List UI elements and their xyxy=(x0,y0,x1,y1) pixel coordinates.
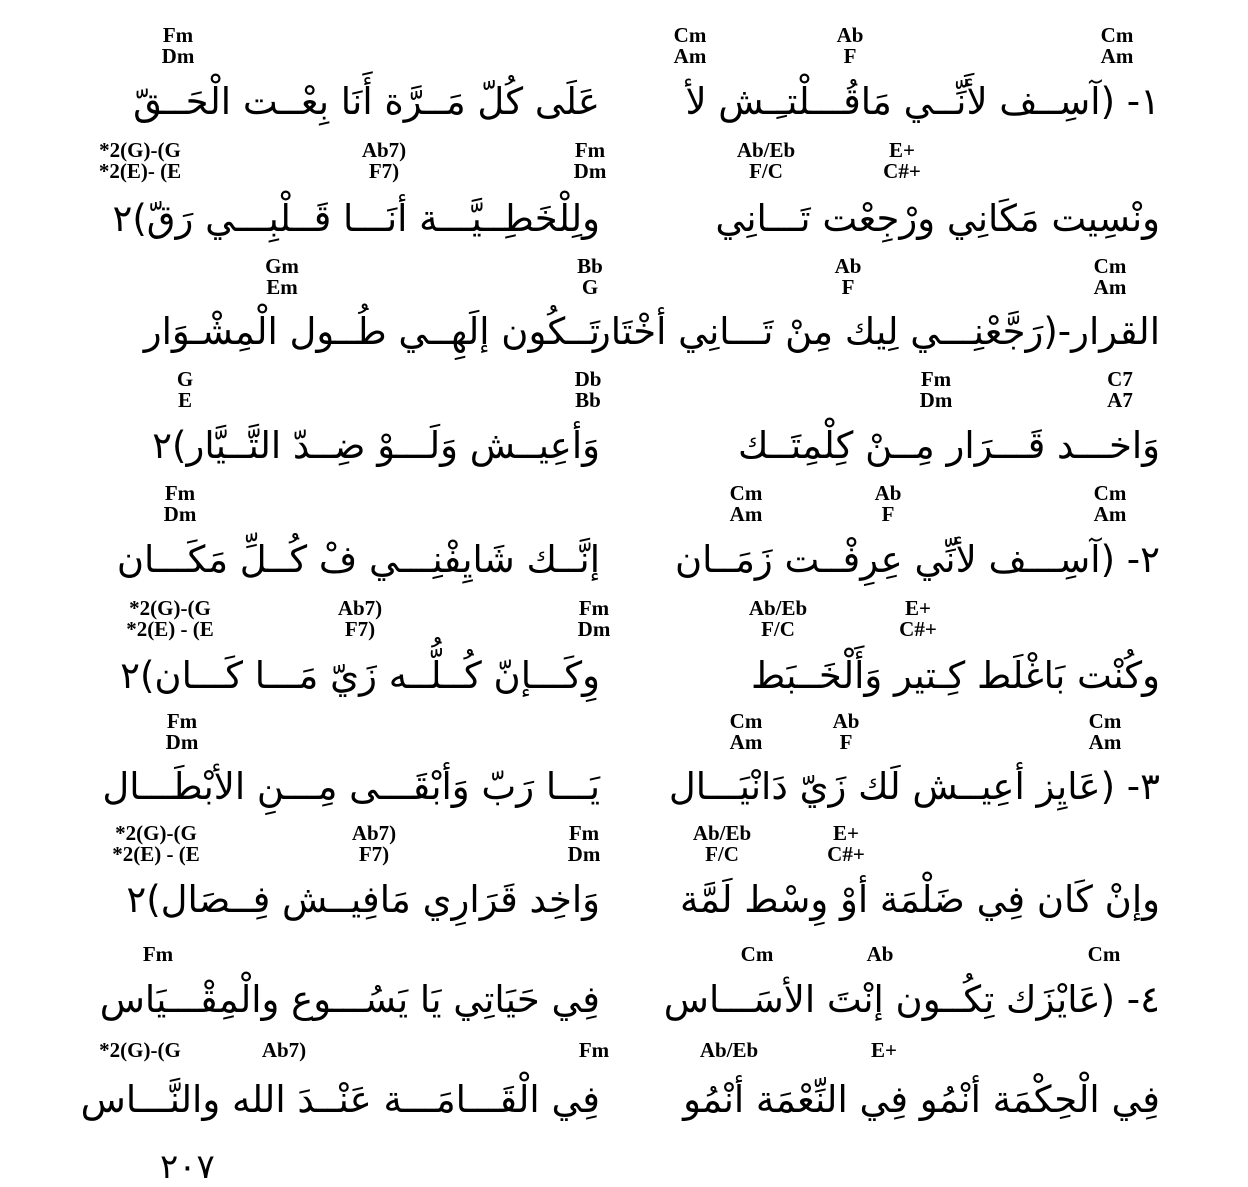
chord-label: Ab F xyxy=(832,709,860,754)
lyric-line-left: ولِلْخَطِــيَّـــة أنَـــا قَــلْبِـــي رَقّ)٢ xyxy=(112,197,600,240)
chord-label: Cm Am xyxy=(729,709,763,754)
lyric-line-right: وكُنْت بَاغْلَط كِـتير وَأَلْخَــبَط xyxy=(750,654,1160,697)
lyric-line-right: ١- (آسِــف لأَنِّــي مَاقُـــلْتـِـش لأ xyxy=(685,80,1160,123)
chord-label: *2(G)-(G xyxy=(99,1038,181,1062)
chord-label: Ab/Eb F/C xyxy=(736,138,796,183)
chord-label: Db Bb xyxy=(574,367,602,412)
lyric-line-left: تَــكُون إلَهِــي طُــول الْمِشْـوَار xyxy=(143,310,600,353)
lyric-line-left: وِكَـــإنّ كُــلُّــه زَيّ مَـــا كَـــان)٢ xyxy=(120,654,600,697)
chord-label: Fm Dm xyxy=(573,138,607,183)
chord-label: Fm xyxy=(142,942,174,966)
chord-label: Ab xyxy=(866,942,894,966)
lyric-line-right: ونْسِيت مَكَانِي ورْجِعْت تَـــانِي xyxy=(715,197,1160,240)
chord-label: Ab7) xyxy=(261,1038,307,1062)
chord-label: Cm Am xyxy=(1093,254,1127,299)
chord-label: E+ C#+ xyxy=(899,596,937,641)
lyric-line-left: فِي الْقَـــامَـــة عَنْــدَ الله والنَّـــاس xyxy=(80,1078,600,1121)
chord-label: Ab F xyxy=(836,23,864,68)
chord-label: Fm Dm xyxy=(919,367,953,412)
chord-label: Fm Dm xyxy=(577,596,611,641)
lyric-line-right: ٣- (عَايِز أعِيــش لَك زَيّ دَانْيَـــال xyxy=(668,765,1160,808)
lyric-line-left: فِي حَيَاتِي يَا يَسُـــوع والْمِقْـــيَاس xyxy=(99,978,600,1021)
chord-label: Ab7) F7) xyxy=(337,596,383,641)
chord-label: Cm Am xyxy=(1088,709,1122,754)
chord-label: Ab F xyxy=(834,254,862,299)
page-number: ٢٠٧ xyxy=(160,1147,215,1187)
lyric-line-right: وإنْ كَان فِي ضَلْمَة أوْ وِسْط لَمَّة xyxy=(679,878,1160,921)
chord-label: Cm Am xyxy=(1093,481,1127,526)
chord-label: Fm Dm xyxy=(163,481,197,526)
lyric-line-right: ٢- (آسِـــف لأنِّي عِرِفْــت زَمَــان xyxy=(674,538,1160,581)
lyric-line-right: فِي الْحِكْمَة أنْمُو فِي النِّعْمَة أنْمُو xyxy=(683,1078,1160,1121)
chord-label: Ab7) F7) xyxy=(351,821,397,866)
chord-label: E+ C#+ xyxy=(883,138,921,183)
lyric-line-right: وَاخـــد قَـــرَار مِــنْ كِلْمِتَــك xyxy=(738,424,1160,467)
chord-label: C7 A7 xyxy=(1107,367,1133,412)
chord-label: Fm xyxy=(578,1038,610,1062)
lyric-line-left: يَـــا رَبّ وَأبْقَـــى مِـــنِ الأبْطَـــال xyxy=(102,765,600,808)
chord-label: *2(G)-(G *2(E)- (E xyxy=(98,138,182,183)
chord-label: *2(G)-(G *2(E) - (E xyxy=(126,596,214,641)
chord-label: Ab/Eb xyxy=(699,1038,759,1062)
chord-label: *2(G)-(G *2(E) - (E xyxy=(112,821,200,866)
chord-label: Cm Am xyxy=(1100,23,1134,68)
chord-label: Ab7) F7) xyxy=(361,138,407,183)
lyric-line-right: القرار-(رَجَّعْنِـــي لِيك مِنْ تَـــانِي أخْتَار xyxy=(592,310,1160,353)
chord-label: Ab/Eb F/C xyxy=(692,821,752,866)
lyric-line-left: وَاخِد قَرَارِي مَافِيــش فِــصَال)٢ xyxy=(126,878,600,921)
chord-label: Fm Dm xyxy=(567,821,601,866)
chord-label: Cm Am xyxy=(673,23,707,68)
chord-label: Cm xyxy=(740,942,774,966)
chord-label: Cm xyxy=(1087,942,1121,966)
chord-label: G E xyxy=(176,367,194,412)
chord-label: Ab F xyxy=(874,481,902,526)
chord-label: E+ xyxy=(871,1038,897,1062)
lyric-line-left: إنَّــك شَايِفْنِـــي فْ كُــلِّ مَكَـــان xyxy=(116,538,600,581)
chord-label: Ab/Eb F/C xyxy=(748,596,808,641)
lyric-line-left: عَلَى كُلّ مَــرَّة أَنَا بِعْــت الْحَــقّ xyxy=(133,80,600,123)
chord-label: Gm Em xyxy=(265,254,299,299)
chord-label: Fm Dm xyxy=(165,709,199,754)
lyric-line-right: ٤- (عَايْزَك تِكُــون إنْتَ الأسَـــاس xyxy=(663,978,1160,1021)
chord-label: E+ C#+ xyxy=(827,821,865,866)
lyric-line-left: وَأعِيــش وَلَـــوْ ضِــدّ التَّــيَّار)٢ xyxy=(152,424,600,467)
chord-label: Bb G xyxy=(577,254,603,299)
chord-label: Cm Am xyxy=(729,481,763,526)
chord-label: Fm Dm xyxy=(161,23,195,68)
